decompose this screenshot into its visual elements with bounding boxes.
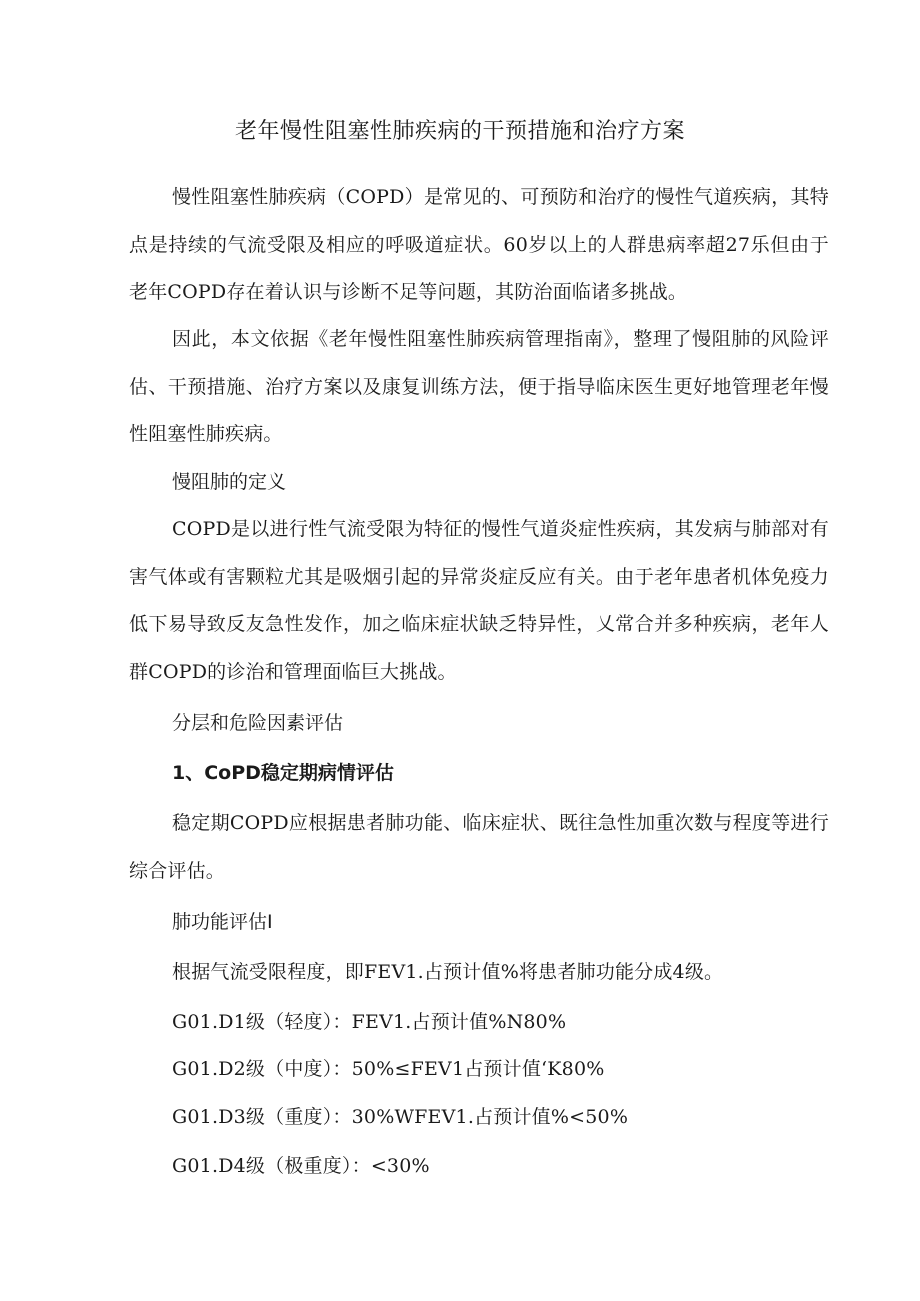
grade-line-4: G01.D4级（极重度）：<30% [172,1155,430,1177]
lung-function-intro: 根据气流受限程度，即FEV1.占预计值%将患者肺功能分成4级。 [172,961,724,983]
heading-assessment: 分层和危险因素评估 [172,712,344,734]
intro-paragraph-2: 因此，本文依据《老年慢性阻塞性肺疾病管理指南》，整理了慢阻肺的风险评估、干预措施、治疗方案以及康复训练方法，便于指导临床医生更好地管理老年慢性阻塞性肺疾病。 [129,328,829,445]
intro-paragraph-1: 慢性阻塞性肺疾病（COPD）是常见的、可预防和治疗的慢性气道疾病，其特点是持续的气流受限及相应的呼吸道症状。60岁以上的人群患病率超27乐但由于老年COPD存在着认识与诊断不足等问题，其防治面临诸多挑战。 [129,186,829,303]
heading-definition: 慢阻肺的定义 [172,471,287,493]
grade-line-2: G01.D2级（中度）：50%≤FEV1占预计值‘K80% [172,1058,605,1080]
heading-stable-assessment: 1、CoPD稳定期病情评估 [172,762,394,784]
document-title: 老年慢性阻塞性肺疾病的干预措施和治疗方案 [234,119,685,144]
definition-paragraph: COPD是以进行性气流受限为特征的慢性气道炎症性疾病，其发病与肺部对有害气体或有害颗粒尤其是吸烟引起的异常炎症反应有关。由于老年患者机体免疫力低下易导致反友急性发作，加之临床症状缺乏特异性，乂常合并多种疾病，老年人群COPD的诊治和管理面临巨大挑战。 [129,518,829,683]
grade-line-3: G01.D3级（重度）：30%WFEV1.占预计值%<50% [172,1106,629,1128]
grade-line-1: G01.D1级（轻度）：FEV1.占预计值%N80% [172,1011,567,1033]
stable-paragraph: 稳定期COPD应根据患者肺功能、临床症状、既往急性加重次数与程度等进行综合评估。 [129,812,829,882]
heading-lung-function: 肺功能评估I [172,911,273,933]
